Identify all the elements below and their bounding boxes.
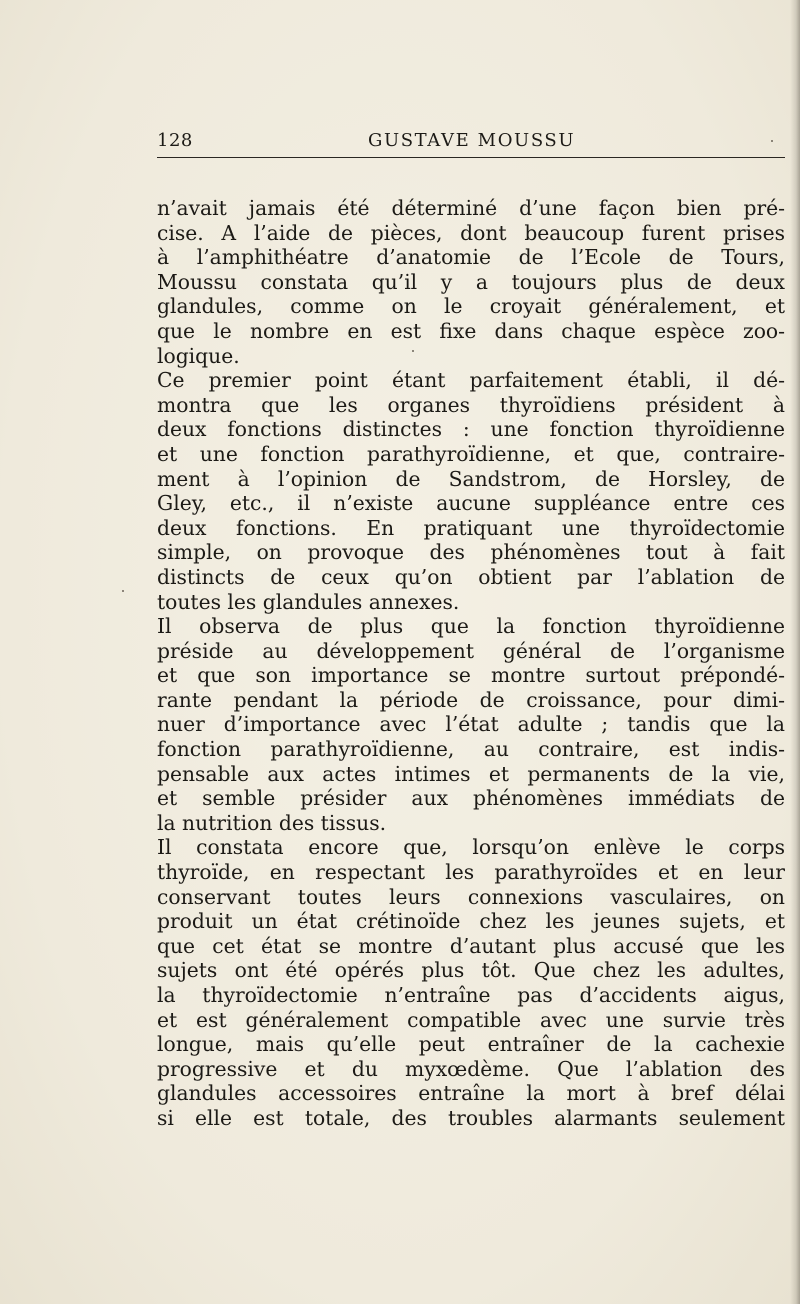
text-line: et semble présider aux phénomènes immédiats de [157, 786, 785, 811]
text-line: distincts de ceux qu’on obtient par l’ablation de [157, 564, 785, 589]
text-line: et que son importance se montre surtout prépondé- [157, 663, 785, 688]
text-line: simple, on provoque des phénomènes tout à fait [157, 540, 785, 565]
text-line: si elle est totale, des troubles alarmants seulement [157, 1105, 785, 1130]
text-line: n’avait jamais été déterminé d’une façon bien pré- [157, 196, 785, 220]
text-line: glandules accessoires entraîne la mort à bref délai [157, 1081, 785, 1106]
text-line: à l’amphithéatre d’anatomie de l’Ecole de Tours, [157, 245, 785, 270]
text-line: que cet état se montre d’autant plus accusé que les [157, 933, 785, 958]
text-line: thyroïde, en respectant les parathyroïdes et en leur [157, 860, 785, 885]
paper-speck [412, 350, 414, 352]
text-line: montra que les organes thyroïdiens président à [157, 392, 785, 417]
text-line: glandules, comme on le croyait généralement, et [157, 294, 785, 319]
text-line: toutes les glandules annexes. [157, 589, 460, 614]
text-line: Il observa de plus que la fonction thyroïdienne [157, 614, 785, 639]
text-line: pensable aux actes intimes et permanents de la vie, [157, 761, 785, 786]
text-line: produit un état crétinoïde chez les jeunes sujets, et [157, 909, 785, 934]
running-head: GUSTAVE MOUSSU [368, 130, 576, 151]
text-line: que le nombre en est fixe dans chaque espèce zoo- [157, 318, 785, 343]
text-line: Il constata encore que, lorsqu’on enlève le corps [157, 835, 785, 860]
text-line: longue, mais qu’elle peut entraîner de la cachexie [157, 1032, 785, 1057]
page-header [157, 130, 785, 158]
text-line: logique. [157, 343, 240, 368]
text-line: deux fonctions distinctes : une fonction thyroïdienne [157, 417, 785, 442]
page-number: 128 [157, 130, 193, 151]
text-line: rante pendant la période de croissance, pour dimi- [157, 687, 785, 712]
text-line: Moussu constata qu’il y a toujours plus de deux [157, 269, 785, 294]
text-line: nuer d’importance avec l’état adulte ; tandis que la [157, 712, 785, 737]
header-rule [157, 157, 785, 158]
text-line: progressive et du myxœdème. Que l’ablation des [157, 1056, 785, 1081]
page-edge-shadow [790, 0, 800, 1304]
text-line: la nutrition des tissus. [157, 810, 387, 835]
text-line: ment à l’opinion de Sandstrom, de Horsley, de [157, 466, 785, 491]
text-line: sujets ont été opérés plus tôt. Que chez les adultes, [157, 958, 785, 983]
text-line: Ce premier point étant parfaitement établi, il dé- [157, 368, 785, 393]
text-line: et est généralement compatible avec une survie très [157, 1007, 785, 1032]
paper-speck [122, 590, 124, 592]
text-line: préside au développement général de l’organisme [157, 638, 785, 663]
text-line: conservant toutes leurs connexions vasculaires, on [157, 884, 785, 909]
text-line: deux fonctions. En pratiquant une thyroïdectomie [157, 515, 785, 540]
text-line: et une fonction parathyroïdienne, et que, contraire- [157, 441, 785, 466]
body-text [157, 196, 785, 1131]
text-line: fonction parathyroïdienne, au contraire, est indis- [157, 737, 785, 762]
text-line: cise. A l’aide de pièces, dont beaucoup furent prises [157, 220, 785, 245]
text-line: la thyroïdectomie n’entraîne pas d’accidents aigus, [157, 983, 785, 1007]
text-line: Gley, etc., il n’existe aucune suppléance entre ces [157, 491, 785, 516]
paper-speck [771, 140, 773, 142]
